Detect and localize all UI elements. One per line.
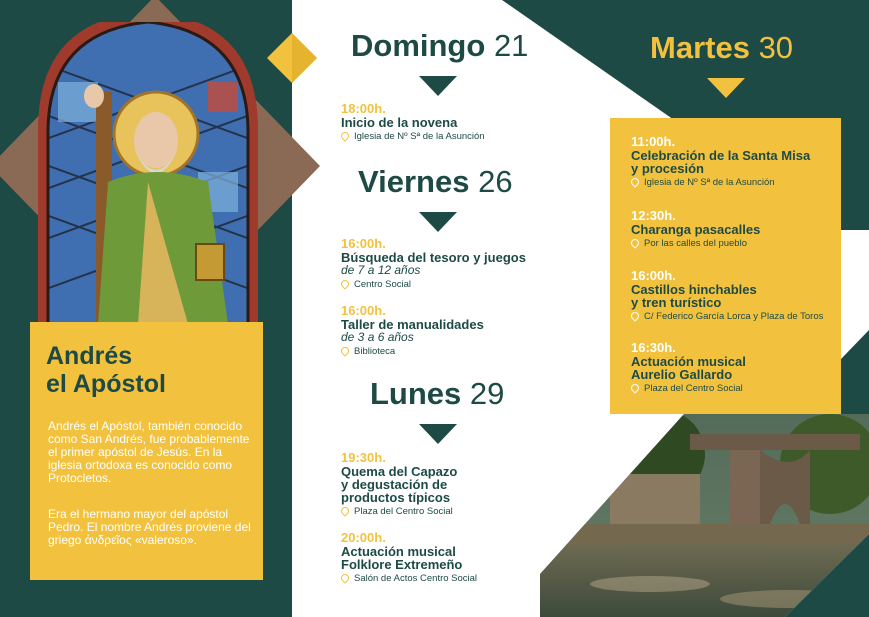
day-number: 30 <box>758 30 794 65</box>
day-number: 26 <box>478 164 513 199</box>
saint-bio-paragraph-2: Era el hermano mayor del apóstol Pedro. El nombre Andrés proviene del griego ἀνδρεῖος «valeroso». <box>48 507 251 547</box>
event-time: 16:00h. <box>631 268 676 283</box>
saint-title <box>46 342 166 398</box>
event-item <box>341 451 591 518</box>
day-header-domingo <box>351 28 528 64</box>
location-pin-icon <box>339 506 350 517</box>
day-name: Martes <box>650 30 750 65</box>
day-header-martes <box>650 30 793 66</box>
location-pin-icon <box>629 238 640 249</box>
event-item <box>631 135 841 189</box>
event-time: 20:00h. <box>341 530 386 545</box>
event-place-text: Centro Social <box>354 279 412 290</box>
event-title-line1: Celebración de la Santa Misa <box>631 148 811 163</box>
event-title: Taller de manualidades <box>341 317 484 332</box>
event-title-line2: Aurelio Gallardo <box>631 367 733 382</box>
down-triangle-icon <box>419 212 457 232</box>
event-place <box>341 279 591 291</box>
stained-glass-window-image <box>38 22 258 324</box>
event-item <box>631 341 841 395</box>
location-pin-icon <box>339 573 350 584</box>
event-place <box>631 177 841 189</box>
day-number: 21 <box>493 28 529 63</box>
event-item <box>341 237 591 291</box>
event-place <box>631 311 841 323</box>
down-triangle-icon <box>419 76 457 96</box>
day-name: Lunes <box>370 376 462 411</box>
event-title-line2: y procesión <box>631 161 704 176</box>
event-place-text: Plaza del Centro Social <box>354 506 453 517</box>
event-subtitle: de 7 a 12 años <box>341 263 421 277</box>
event-place-text: Iglesia de Nº Sª de la Asunción <box>644 177 775 188</box>
event-title-line3: productos típicos <box>341 490 451 505</box>
event-place-text: Plaza del Centro Social <box>644 383 743 394</box>
location-pin-icon <box>629 383 640 394</box>
event-place-text: Por las calles del pueblo <box>644 238 747 249</box>
down-triangle-icon <box>707 78 745 98</box>
event-subtitle: de 3 a 6 años <box>341 330 414 344</box>
event-title: Inicio de la novena <box>341 115 458 130</box>
event-item <box>341 304 591 358</box>
event-title-line1: Charanga pasacalles <box>631 222 761 237</box>
event-time: 16:00h. <box>341 236 386 251</box>
event-time: 18:00h. <box>341 101 386 116</box>
event-title-line1: Quema del Capazo <box>341 464 458 479</box>
day-header-viernes <box>358 164 513 200</box>
saint-bio-paragraph-1: Andrés el Apóstol, también conocido como San Andrés, fue probablemente el primer apóstol de Jesús. En la iglesia ortodoxa es conocido como Protocletos. <box>48 419 250 485</box>
day-number: 29 <box>469 376 505 411</box>
event-title: Búsqueda del tesoro y juegos <box>341 250 526 265</box>
event-time: 19:30h. <box>341 450 386 465</box>
event-place <box>631 238 841 250</box>
day-header-lunes <box>370 376 504 412</box>
event-title-line1: Actuación musical <box>341 544 456 559</box>
event-place-text: Salón de Actos Centro Social <box>354 573 478 584</box>
event-title-line1: Castillos hinchables <box>631 282 757 297</box>
event-title-line2: y degustación de <box>341 477 448 492</box>
event-place-text: C/ Federico García Lorca y Plaza de Toros <box>644 311 824 322</box>
event-title-line2: Folklore Extremeño <box>341 557 463 572</box>
event-time: 11:00h. <box>631 134 676 149</box>
location-pin-icon <box>339 346 350 357</box>
saint-bio-card <box>30 322 263 580</box>
event-item <box>631 269 841 323</box>
event-place <box>631 383 841 395</box>
yellow-diamond-shape <box>267 33 317 83</box>
martes-events-card <box>610 118 841 414</box>
location-pin-icon <box>629 177 640 188</box>
location-pin-icon <box>339 279 350 290</box>
down-triangle-icon <box>419 424 457 444</box>
event-time: 16:00h. <box>341 303 386 318</box>
location-pin-icon <box>629 311 640 322</box>
day-name: Domingo <box>351 28 486 63</box>
location-pin-icon <box>339 131 350 142</box>
event-item <box>631 209 841 250</box>
event-place-text: Biblioteca <box>354 346 396 357</box>
event-time: 12:30h. <box>631 208 676 223</box>
event-place <box>341 573 591 585</box>
event-item <box>341 531 591 585</box>
saint-title-line1: Andrés <box>46 342 133 370</box>
saint-title-line2: el Apóstol <box>46 370 166 398</box>
event-title-line2: y tren turístico <box>631 295 722 310</box>
event-place <box>341 346 591 358</box>
event-place <box>341 131 591 143</box>
event-place-text: Iglesia de Nº Sª de la Asunción <box>354 131 485 142</box>
event-time: 16:30h. <box>631 340 676 355</box>
event-item <box>341 102 591 143</box>
event-place <box>341 506 591 518</box>
day-name: Viernes <box>358 164 470 199</box>
event-title-line1: Actuación musical <box>631 354 746 369</box>
